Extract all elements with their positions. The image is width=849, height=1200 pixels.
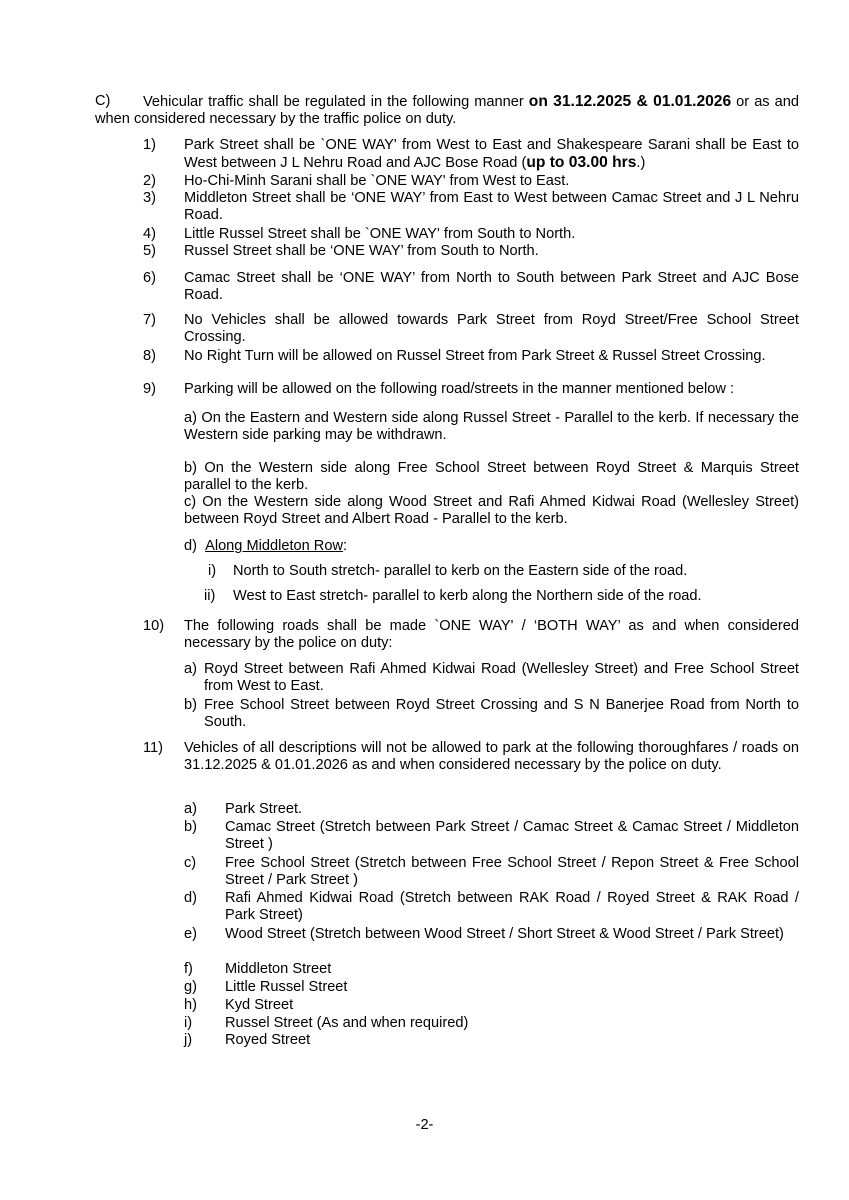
no-parking-road: Kyd Street xyxy=(225,997,294,1013)
parking-clause-c: c) On the Western side along Wood Street and Rafi Ahmed Kidwai Road (Wellesley Street) between Royd Street and Albert Road - Parallel to the kerb. xyxy=(184,494,799,528)
section-label: C) xyxy=(95,93,111,109)
no-parking-road: Rafi Ahmed Kidwai Road (Stretch between RAK Road / Royed Street & RAK Road / Park Street) xyxy=(225,890,799,924)
intro-text: Vehicular traffic shall be regulated in the following manner xyxy=(143,94,529,110)
no-parking-road: Park Street. xyxy=(225,801,303,817)
one-way-road-a: Royd Street between Rafi Ahmed Kidwai Road (Wellesley Street) and Free School Street from West to East. xyxy=(204,661,799,695)
sub-clause-ii: West to East stretch- parallel to kerb along the Northern side of the road. xyxy=(233,588,702,604)
item-number: 6) xyxy=(143,270,156,286)
no-parking-label: e) xyxy=(184,926,197,942)
item-number: 8) xyxy=(143,348,156,364)
item-number: 11) xyxy=(143,740,164,756)
page-number: -2- xyxy=(415,1117,434,1133)
item-number: 2) xyxy=(143,173,156,189)
no-parking-label: d) xyxy=(184,890,197,906)
no-parking-label: j) xyxy=(184,1032,193,1048)
list-item-10: The following roads shall be made `ONE WAY' / ‘BOTH WAY’ as and when considered necessary by the police on duty: xyxy=(184,618,799,652)
intro-text-end: or as and when considered necessary by the traffic police on duty. xyxy=(95,94,799,128)
no-parking-road: Camac Street (Stretch between Park Street / Camac Street & Camac Street / Middleton Street ) xyxy=(225,819,799,853)
sub-clause-number: i) xyxy=(208,563,217,579)
parking-clause-d xyxy=(184,538,799,555)
no-parking-label: c) xyxy=(184,855,197,871)
item-number: 3) xyxy=(143,190,156,206)
intro-dates: on 31.12.2025 & 01.01.2026 xyxy=(528,93,732,110)
list-item-1 xyxy=(184,137,799,173)
list-item-8: No Right Turn will be allowed on Russel Street from Park Street & Russel Street Crossing. xyxy=(184,348,766,364)
clause-label: d) xyxy=(184,538,197,554)
item-text: Park Street shall be `ONE WAY' from West to East and Shakespeare Sarani shall be East to West between J L Nehru Road and AJC Bose Road ( xyxy=(184,137,799,172)
list-item-6: Camac Street shall be ‘ONE WAY’ from North to South between Park Street and AJC Bose Road. xyxy=(184,270,799,304)
item-number: 7) xyxy=(143,312,156,328)
item-number: 4) xyxy=(143,226,156,242)
no-parking-road: Little Russel Street xyxy=(225,979,348,995)
item-number: 10) xyxy=(143,618,165,634)
no-parking-label: f) xyxy=(184,961,193,977)
parking-clause-b: b) On the Western side along Free School Street between Royd Street & Marquis Street parallel to the kerb. xyxy=(184,460,799,494)
one-way-road-b: Free School Street between Royd Street Crossing and S N Banerjee Road from North to South. xyxy=(204,697,799,731)
no-parking-road: Wood Street (Stretch between Wood Street / Short Street & Wood Street / Park Street) xyxy=(225,926,784,942)
no-parking-label: b) xyxy=(184,819,197,835)
sub-clause-number: ii) xyxy=(204,588,216,604)
list-item-4: Little Russel Street shall be `ONE WAY' from South to North. xyxy=(184,226,576,242)
sub-item-label: a) xyxy=(184,661,197,677)
item-text-end: .) xyxy=(636,155,646,172)
no-parking-road: Royed Street xyxy=(225,1032,311,1048)
list-item-2: Ho-Chi-Minh Sarani shall be `ONE WAY' from West to East. xyxy=(184,173,570,189)
no-parking-label: a) xyxy=(184,801,197,817)
sub-clause-i: North to South stretch- parallel to kerb on the Eastern side of the road. xyxy=(233,563,688,579)
no-parking-label: g) xyxy=(184,979,197,995)
no-parking-label: h) xyxy=(184,997,197,1013)
item-number: 1) xyxy=(143,137,156,153)
list-item-7: No Vehicles shall be allowed towards Park Street from Royd Street/Free School Street Crossing. xyxy=(184,312,799,346)
no-parking-road: Middleton Street xyxy=(225,961,332,977)
list-item-9: Parking will be allowed on the following road/streets in the manner mentioned below : xyxy=(184,381,735,397)
parking-clause-a: a) On the Eastern and Western side along Russel Street - Parallel to the kerb. If necessary the Western side parking may be withdrawn. xyxy=(184,410,799,444)
list-item-11: Vehicles of all descriptions will not be allowed to park at the following thoroughfares / roads on 31.12.2025 & 01.01.2026 as and when considered necessary by the police on duty. xyxy=(184,740,799,774)
clause-heading-colon: : xyxy=(343,538,348,554)
clause-heading: Along Middleton Row xyxy=(205,538,344,554)
list-item-3: Middleton Street shall be ‘ONE WAY’ from East to West between Camac Street and J L Nehru Road. xyxy=(184,190,799,224)
no-parking-road: Free School Street (Stretch between Free School Street / Repon Street & Free School Street / Park Street ) xyxy=(225,855,799,889)
no-parking-label: i) xyxy=(184,1015,193,1031)
no-parking-road: Russel Street (As and when required) xyxy=(225,1015,469,1031)
item-time-limit: up to 03.00 hrs xyxy=(526,154,637,172)
sub-item-label: b) xyxy=(184,697,197,713)
item-number: 9) xyxy=(143,381,156,397)
list-item-5: Russel Street shall be ‘ONE WAY’ from South to North. xyxy=(184,243,539,259)
section-c-intro xyxy=(95,93,799,129)
item-number: 5) xyxy=(143,243,156,259)
